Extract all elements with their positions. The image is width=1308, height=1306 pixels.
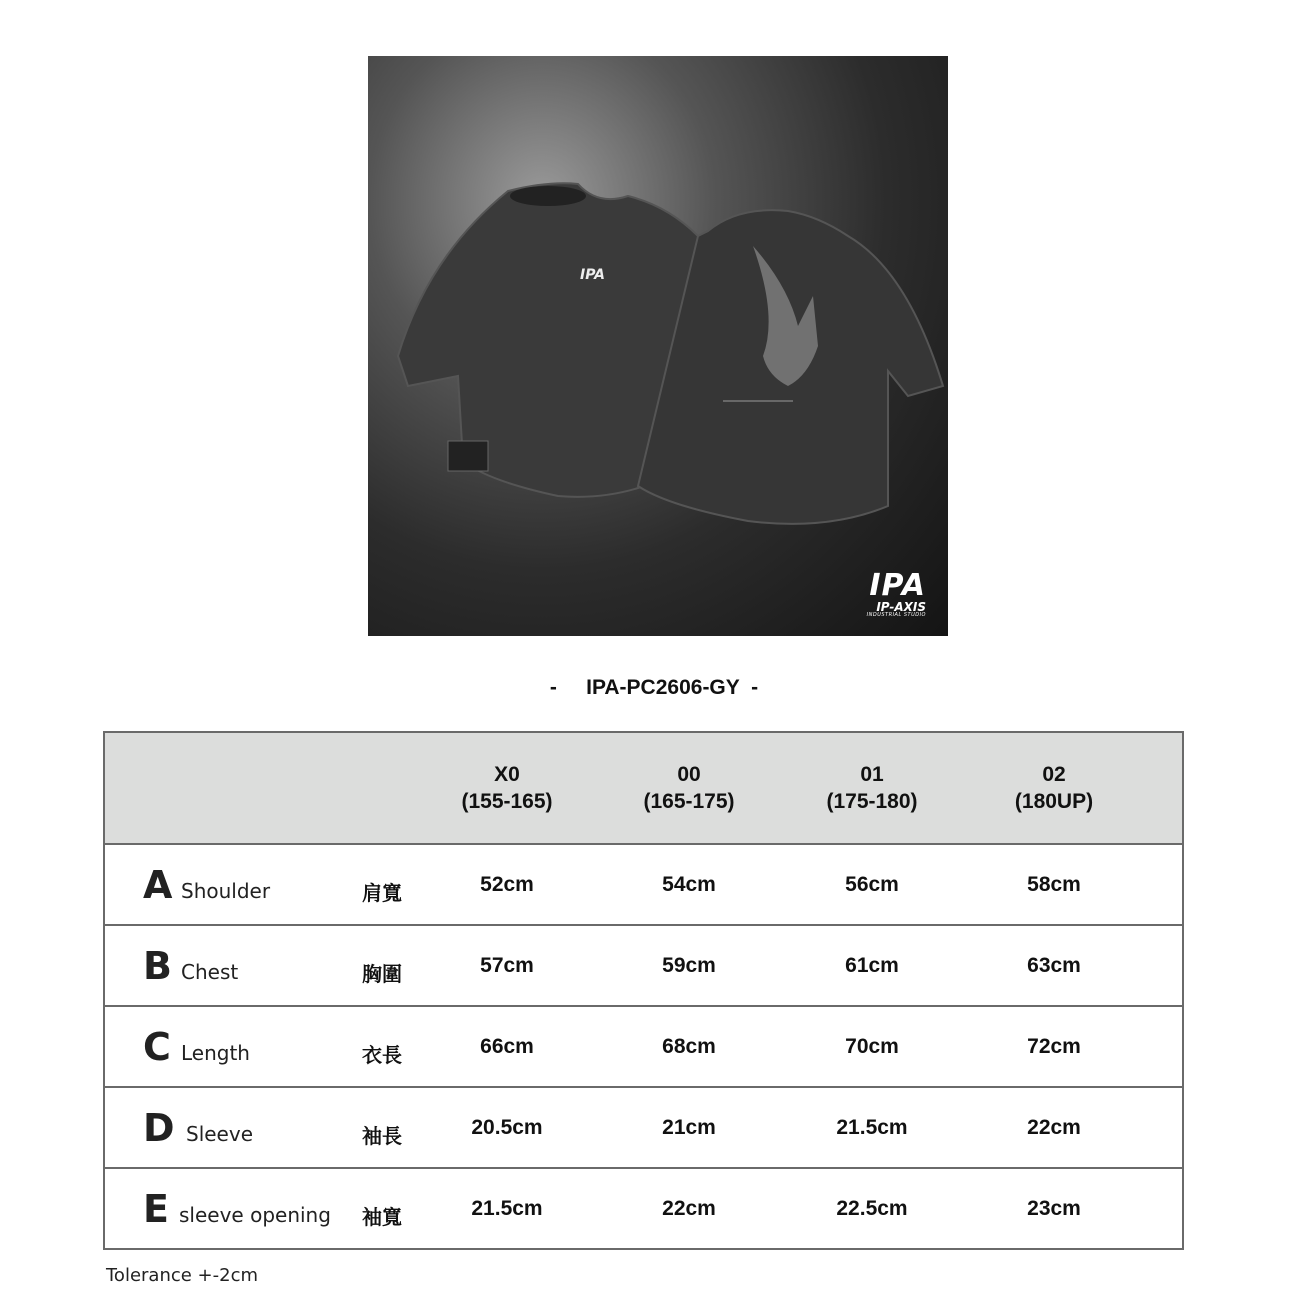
measure-letter: C	[143, 1025, 171, 1069]
measure-letter: B	[143, 944, 172, 988]
size-header-01	[782, 733, 962, 843]
size-code: 01	[860, 763, 884, 786]
table-cell: 23cm	[1027, 1196, 1081, 1220]
measure-name-en: Chest	[181, 960, 239, 984]
title-dash-right: -	[751, 676, 759, 699]
table-cell: 21cm	[662, 1115, 716, 1139]
size-code: 02	[1042, 763, 1066, 786]
tshirts-illustration	[368, 56, 948, 636]
table-cell: 59cm	[662, 953, 716, 977]
table-cell: 21.5cm	[471, 1196, 543, 1220]
measure-name-en: Length	[181, 1041, 250, 1065]
measure-name-en: Shoulder	[181, 879, 271, 903]
table-row-length	[105, 1005, 1182, 1086]
logo-mark: IPA	[869, 568, 926, 603]
table-cell: 58cm	[1027, 872, 1081, 896]
size-chart-table	[103, 731, 1184, 1250]
size-header-x0	[417, 733, 597, 843]
product-photo	[368, 56, 948, 636]
product-code: IPA-PC2606-GY	[586, 676, 740, 699]
logo-name: IP-AXIS	[876, 600, 926, 614]
measure-name-zh: 肩寬	[362, 883, 402, 905]
table-cell: 54cm	[662, 872, 716, 896]
table-cell: 63cm	[1027, 953, 1081, 977]
table-cell: 68cm	[662, 1034, 716, 1058]
size-range: (175-180)	[826, 790, 918, 813]
measure-letter: D	[143, 1106, 175, 1150]
hem-patch	[448, 441, 488, 471]
table-cell: 56cm	[845, 872, 899, 896]
front-collar	[510, 186, 586, 206]
table-row-shoulder	[105, 843, 1182, 924]
table-cell: 61cm	[845, 953, 899, 977]
table-cell: 22.5cm	[836, 1196, 908, 1220]
brand-logo	[866, 568, 926, 618]
table-cell: 20.5cm	[471, 1115, 543, 1139]
table-cell: 22cm	[1027, 1115, 1081, 1139]
table-cell: 21.5cm	[836, 1115, 908, 1139]
measure-name-en: sleeve opening	[179, 1203, 331, 1227]
measure-letter: E	[143, 1187, 169, 1231]
measure-name-zh: 袖寬	[362, 1207, 402, 1229]
logo-tagline: INDUSTRIAL STUDIO	[866, 612, 926, 618]
table-cell: 66cm	[480, 1034, 534, 1058]
table-cell: 70cm	[845, 1034, 899, 1058]
size-header-02	[964, 733, 1144, 843]
table-cell: 52cm	[480, 872, 534, 896]
table-row-chest	[105, 924, 1182, 1005]
chest-logo: IPA	[580, 267, 606, 283]
size-range: (155-165)	[461, 790, 553, 813]
size-code: X0	[494, 763, 520, 786]
title-dash-left: -	[549, 676, 557, 699]
product-code-title	[0, 676, 1308, 700]
measure-name-zh: 胸圍	[362, 964, 402, 986]
table-cell: 57cm	[480, 953, 534, 977]
measure-name-en: Sleeve	[186, 1122, 254, 1146]
table-header-row	[105, 733, 1182, 843]
measure-name-zh: 衣長	[362, 1045, 402, 1067]
size-code: 00	[677, 763, 701, 786]
measure-name-zh: 袖長	[362, 1126, 402, 1148]
measure-letter: A	[143, 863, 173, 907]
table-row-sleeve-opening	[105, 1167, 1182, 1248]
table-cell: 72cm	[1027, 1034, 1081, 1058]
table-cell: 22cm	[662, 1196, 716, 1220]
tolerance-note: Tolerance +-2cm	[106, 1265, 259, 1286]
size-range: (165-175)	[643, 790, 735, 813]
size-header-00	[599, 733, 779, 843]
table-row-sleeve	[105, 1086, 1182, 1167]
size-range: (180UP)	[1014, 790, 1094, 813]
